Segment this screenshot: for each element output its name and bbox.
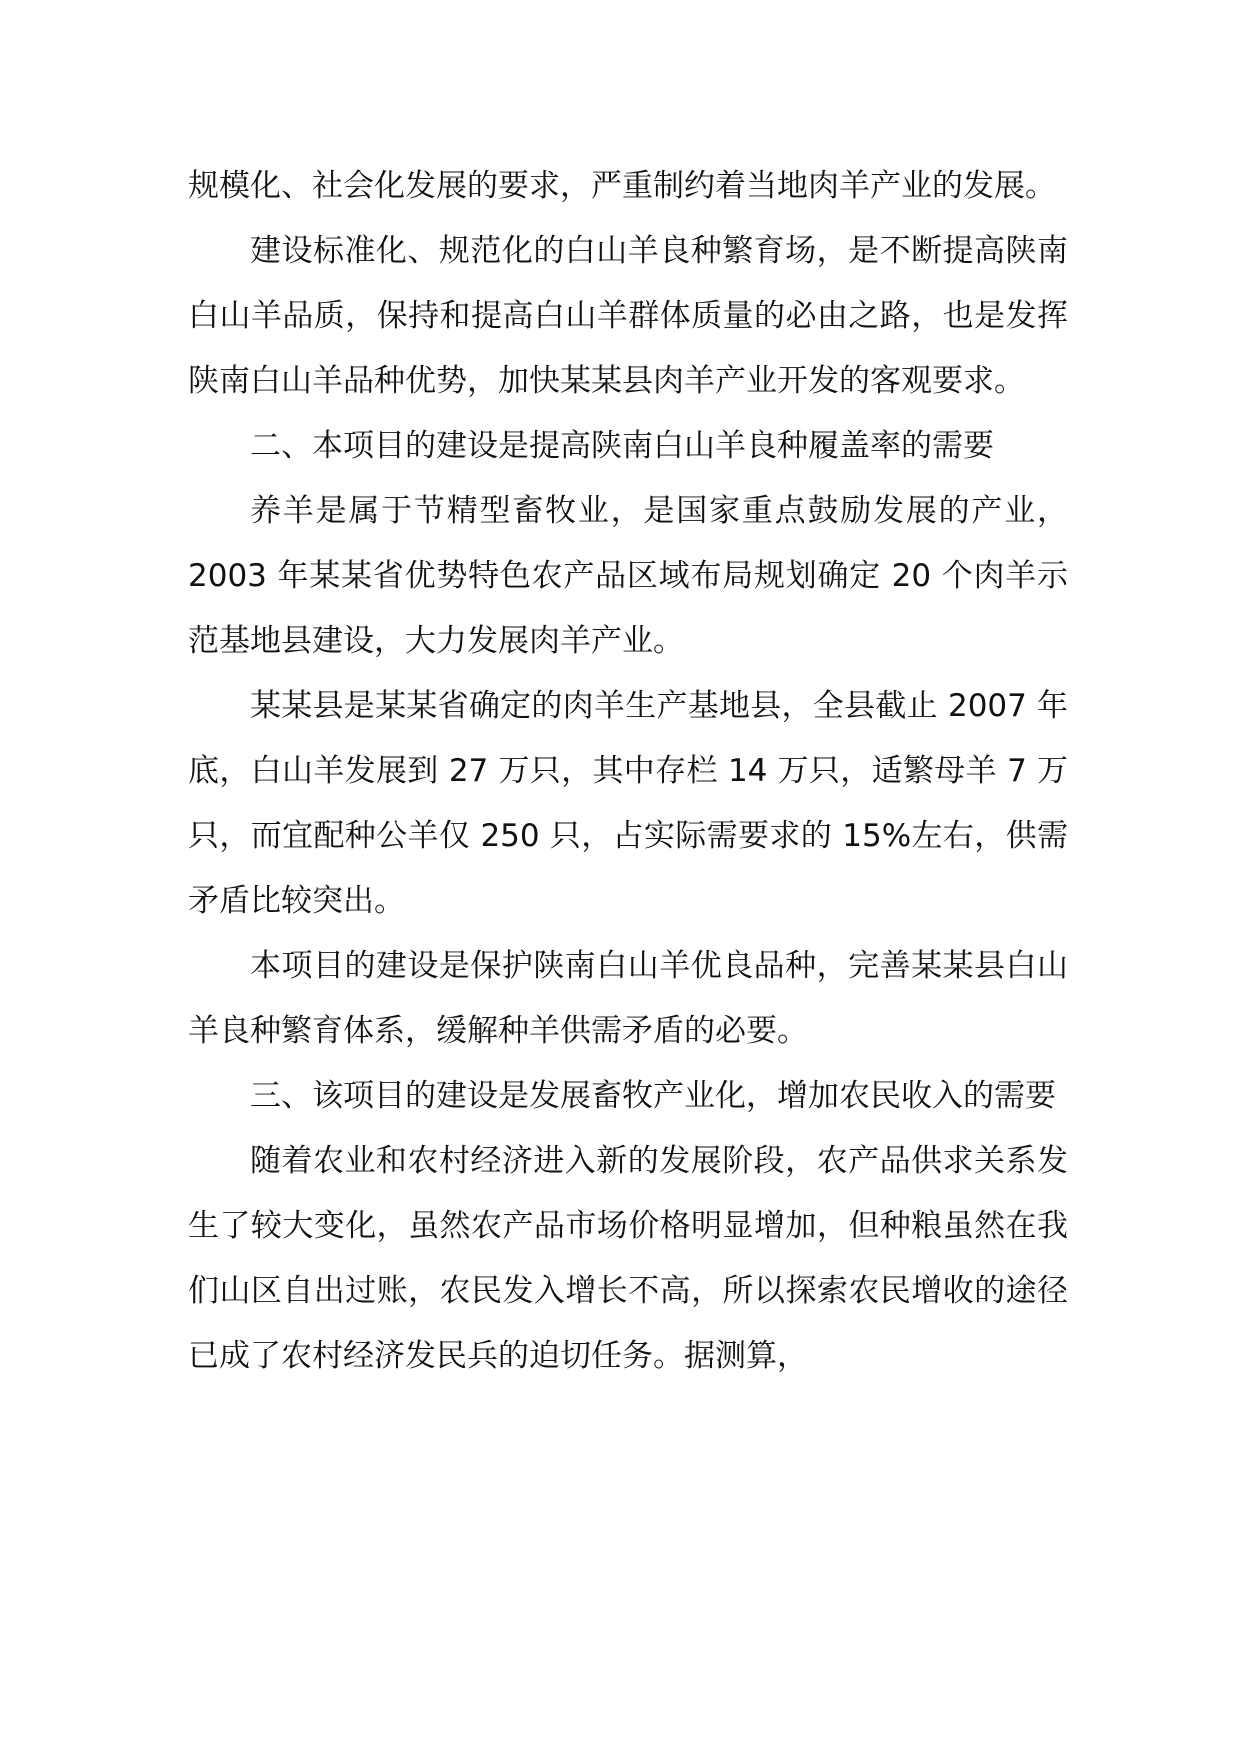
section-heading-two: 二、本项目的建设是提高陕南白山羊良种履盖率的需要 bbox=[250, 428, 994, 464]
paragraph-project-necessity: 本项目的建设是保护陕南白山羊优良品种，完善某某县白山羊良种繁育体系，缓解种羊供需矛盾的必要。 bbox=[188, 948, 1068, 1049]
paragraph-sheep-industry: 养羊是属于节精型畜牧业，是国家重点鼓励发展的产业，2003 年某某省优势特色农产品区域布局规划确定 20 个肉羊示范基地县建设，大力发展肉羊产业。 bbox=[188, 493, 1068, 659]
document-body bbox=[188, 154, 1068, 1389]
paragraph-county-statistics: 某某县是某某省确定的肉羊生产基地县，全县截止 2007 年底，白山羊发展到 27 万只，其中存栏 14 万只，适繁母羊 7 万只，而宜配种公羊仅 250 只，占实际需要求的 15%左右，供需矛盾比较突出。 bbox=[188, 688, 1068, 919]
paragraph-standardization: 建设标准化、规范化的白山羊良种繁育场，是不断提高陕南白山羊品质，保持和提高白山羊群体质量的必由之路，也是发挥陕南白山羊品种优势，加快某某县肉羊产业开发的客观要求。 bbox=[188, 233, 1068, 399]
section-heading-three: 三、该项目的建设是发展畜牧产业化，增加农民收入的需要 bbox=[250, 1078, 1056, 1114]
paragraph-farmer-income: 随着农业和农村经济进入新的发展阶段，农产品供求关系发生了较大变化，虽然农产品市场价格明显增加，但种粮虽然在我们山区自出过账，农民发入增长不高，所以探索农民增收的途径已成了农村经济发民兵的迫切任务。据测算， bbox=[188, 1143, 1068, 1374]
paragraph-continuation: 规模化、社会化发展的要求，严重制约着当地肉羊产业的发展。 bbox=[188, 168, 1056, 204]
